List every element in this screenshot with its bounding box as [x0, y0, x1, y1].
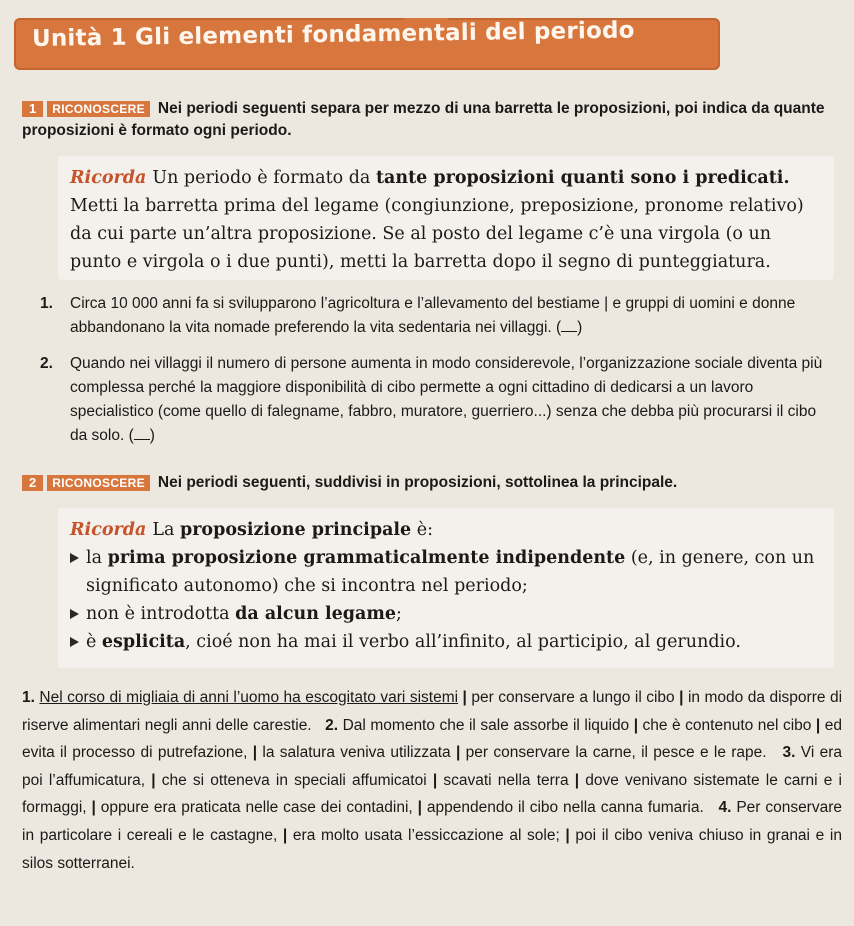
bullet-2-c: ;	[396, 604, 402, 624]
bullet-3-b: esplicita	[101, 632, 186, 652]
clause[interactable]: ed evita il processo di putrefazione,	[22, 716, 842, 762]
period-3-number: 3.	[782, 744, 796, 762]
exercise-1-header	[22, 98, 834, 142]
clause-bar: |	[574, 771, 580, 789]
clause-bar: |	[252, 744, 258, 762]
principal-clause[interactable]: Nel corso di migliaia di anni l’uomo ha escogitato vari sistemi	[39, 689, 459, 706]
exercise-2-instruction: Nei periodi seguenti, suddivisi in proposizioni, sottolinea la principale.	[157, 474, 678, 491]
period-4-number: 4.	[718, 799, 732, 817]
exercise-1-number: 1	[22, 101, 43, 117]
exercise-2-text	[22, 684, 842, 877]
item-text-end: )	[149, 427, 155, 444]
clause-bar: |	[151, 771, 156, 789]
ricorda-bullet-1	[70, 544, 824, 600]
ricorda-label: Ricorda	[70, 520, 147, 540]
clause[interactable]: in modo da disporre di riserve alimentari negli anni delle carestie.	[22, 689, 843, 734]
ricorda-intro-a: La	[152, 520, 180, 540]
exercise-2-tag: RICONOSCERE	[47, 475, 150, 491]
unit-title: Unità 1 Gli elementi fondamentali del periodo	[31, 17, 635, 52]
clause[interactable]: per conservare la carne, il pesce e le rape.	[460, 744, 767, 762]
clause[interactable]: era molto usata l’essiccazione al sole;	[287, 826, 566, 844]
ricorda-intro-b: proposizione principale	[179, 520, 412, 540]
clause-bar: |	[432, 771, 438, 789]
ricorda-label: Ricorda	[70, 168, 147, 188]
clause[interactable]: poi il cibo veniva chiuso in granai e in silos sotterranei.	[22, 826, 842, 872]
item-text: Circa 10 000 anni fa si svilupparono l’agricoltura e l’allevamento del bestiame | e gruppi di uomini e donne abbandonano la vita nomade preferendo la vita sedentaria nei villaggi. (	[70, 295, 796, 336]
clause-bar: |	[633, 716, 639, 734]
exercise-1-ricorda-box	[58, 156, 834, 280]
exercise-2-ricorda-box	[58, 508, 834, 668]
bullet-1-b: prima proposizione grammaticalmente indipendente	[107, 548, 626, 568]
list-item	[40, 352, 836, 448]
ricorda-text-b: tante proposizioni quanti sono i predicati.	[375, 168, 790, 188]
clause[interactable]: Vi era poi l’affumicatura,	[22, 744, 843, 789]
clause[interactable]: oppure era praticata nelle case dei contadini,	[95, 799, 418, 817]
clause-bar: |	[679, 689, 684, 706]
clause-bar: |	[455, 744, 461, 762]
bullet-2-b: da alcun legame	[235, 604, 397, 624]
item-text: Quando nei villaggi il numero di persone aumenta in modo considerevole, l’organizzazione sociale diventa più complessa perché la maggiore disponibilità di cibo permette a ogni cittadino di dedicarsi a un lavoro specialistico (come quello di falegname, fabbro, muratore, guerriero...) senza che debba più procurarsi il cibo da solo. (	[70, 355, 823, 444]
bullet-1-a: la	[86, 548, 108, 568]
item-number: 2.	[40, 355, 53, 372]
exercise-2-number: 2	[22, 475, 43, 491]
clause[interactable]: appendendo il cibo nella canna fumaria.	[421, 799, 704, 817]
exercise-2-header	[22, 472, 834, 494]
clause[interactable]: per conservare a lungo il cibo	[466, 689, 680, 706]
clause-bar: |	[815, 716, 821, 734]
bullet-3-a: è	[86, 632, 102, 652]
item-number: 1.	[40, 295, 53, 312]
ricorda-text-a: Un periodo è formato da	[152, 168, 376, 188]
exercise-1-tag: RICONOSCERE	[47, 101, 150, 117]
bullet-3-c: , cioé non ha mai il verbo all’infinito, al participio, al gerundio.	[185, 632, 741, 652]
answer-blank[interactable]	[561, 317, 577, 332]
clause[interactable]: dove venivano sistemate le carni e i formaggi,	[22, 771, 842, 817]
answer-blank[interactable]	[134, 425, 150, 440]
period-1-number: 1.	[22, 689, 35, 706]
ricorda-bullet-3	[70, 628, 824, 656]
exercise-1-items	[40, 292, 836, 448]
clause-bar: |	[417, 799, 422, 817]
clause[interactable]: Per conservare in particolare i cereali e le castagne,	[22, 799, 842, 844]
clause[interactable]: la salatura veniva utilizzata	[257, 744, 456, 762]
item-text-end: )	[577, 319, 583, 336]
clause-bar: |	[91, 799, 96, 817]
clause-bar: |	[462, 689, 467, 706]
period-2-number: 2.	[325, 716, 339, 734]
bullet-2-a: non è introdotta	[86, 604, 236, 624]
clause-bar: |	[565, 826, 570, 844]
ricorda-intro-c: è:	[411, 520, 434, 540]
clause[interactable]: che si otteneva in speciali affumicatoi	[155, 771, 433, 789]
ricorda-text-c: Metti la barretta prima del legame (congiunzione, preposizione, pronome relativo) da cui parte un’altra proposizione. Se al posto del legame c’è una virgola (o un punto e virgola o i due punti), metti la barretta dopo il segno di punteggiatura.	[70, 196, 804, 272]
bullet-1-c: (e, in genere, con un significato autonomo) che si incontra nel periodo;	[86, 548, 815, 596]
clause-bar: |	[282, 826, 288, 844]
clause[interactable]: scavati nella terra	[437, 771, 575, 789]
clause[interactable]: che è contenuto nel cibo	[638, 716, 816, 734]
ricorda-bullet-2	[70, 600, 824, 628]
list-item	[40, 292, 836, 340]
clause[interactable]: Dal momento che il sale assorbe il liquido	[342, 716, 634, 734]
exercise-1-instruction: Nei periodi seguenti separa per mezzo di una barretta le proposizioni, poi indica da quante proposizioni è formato ogni periodo.	[22, 100, 825, 139]
unit-banner	[14, 18, 720, 70]
